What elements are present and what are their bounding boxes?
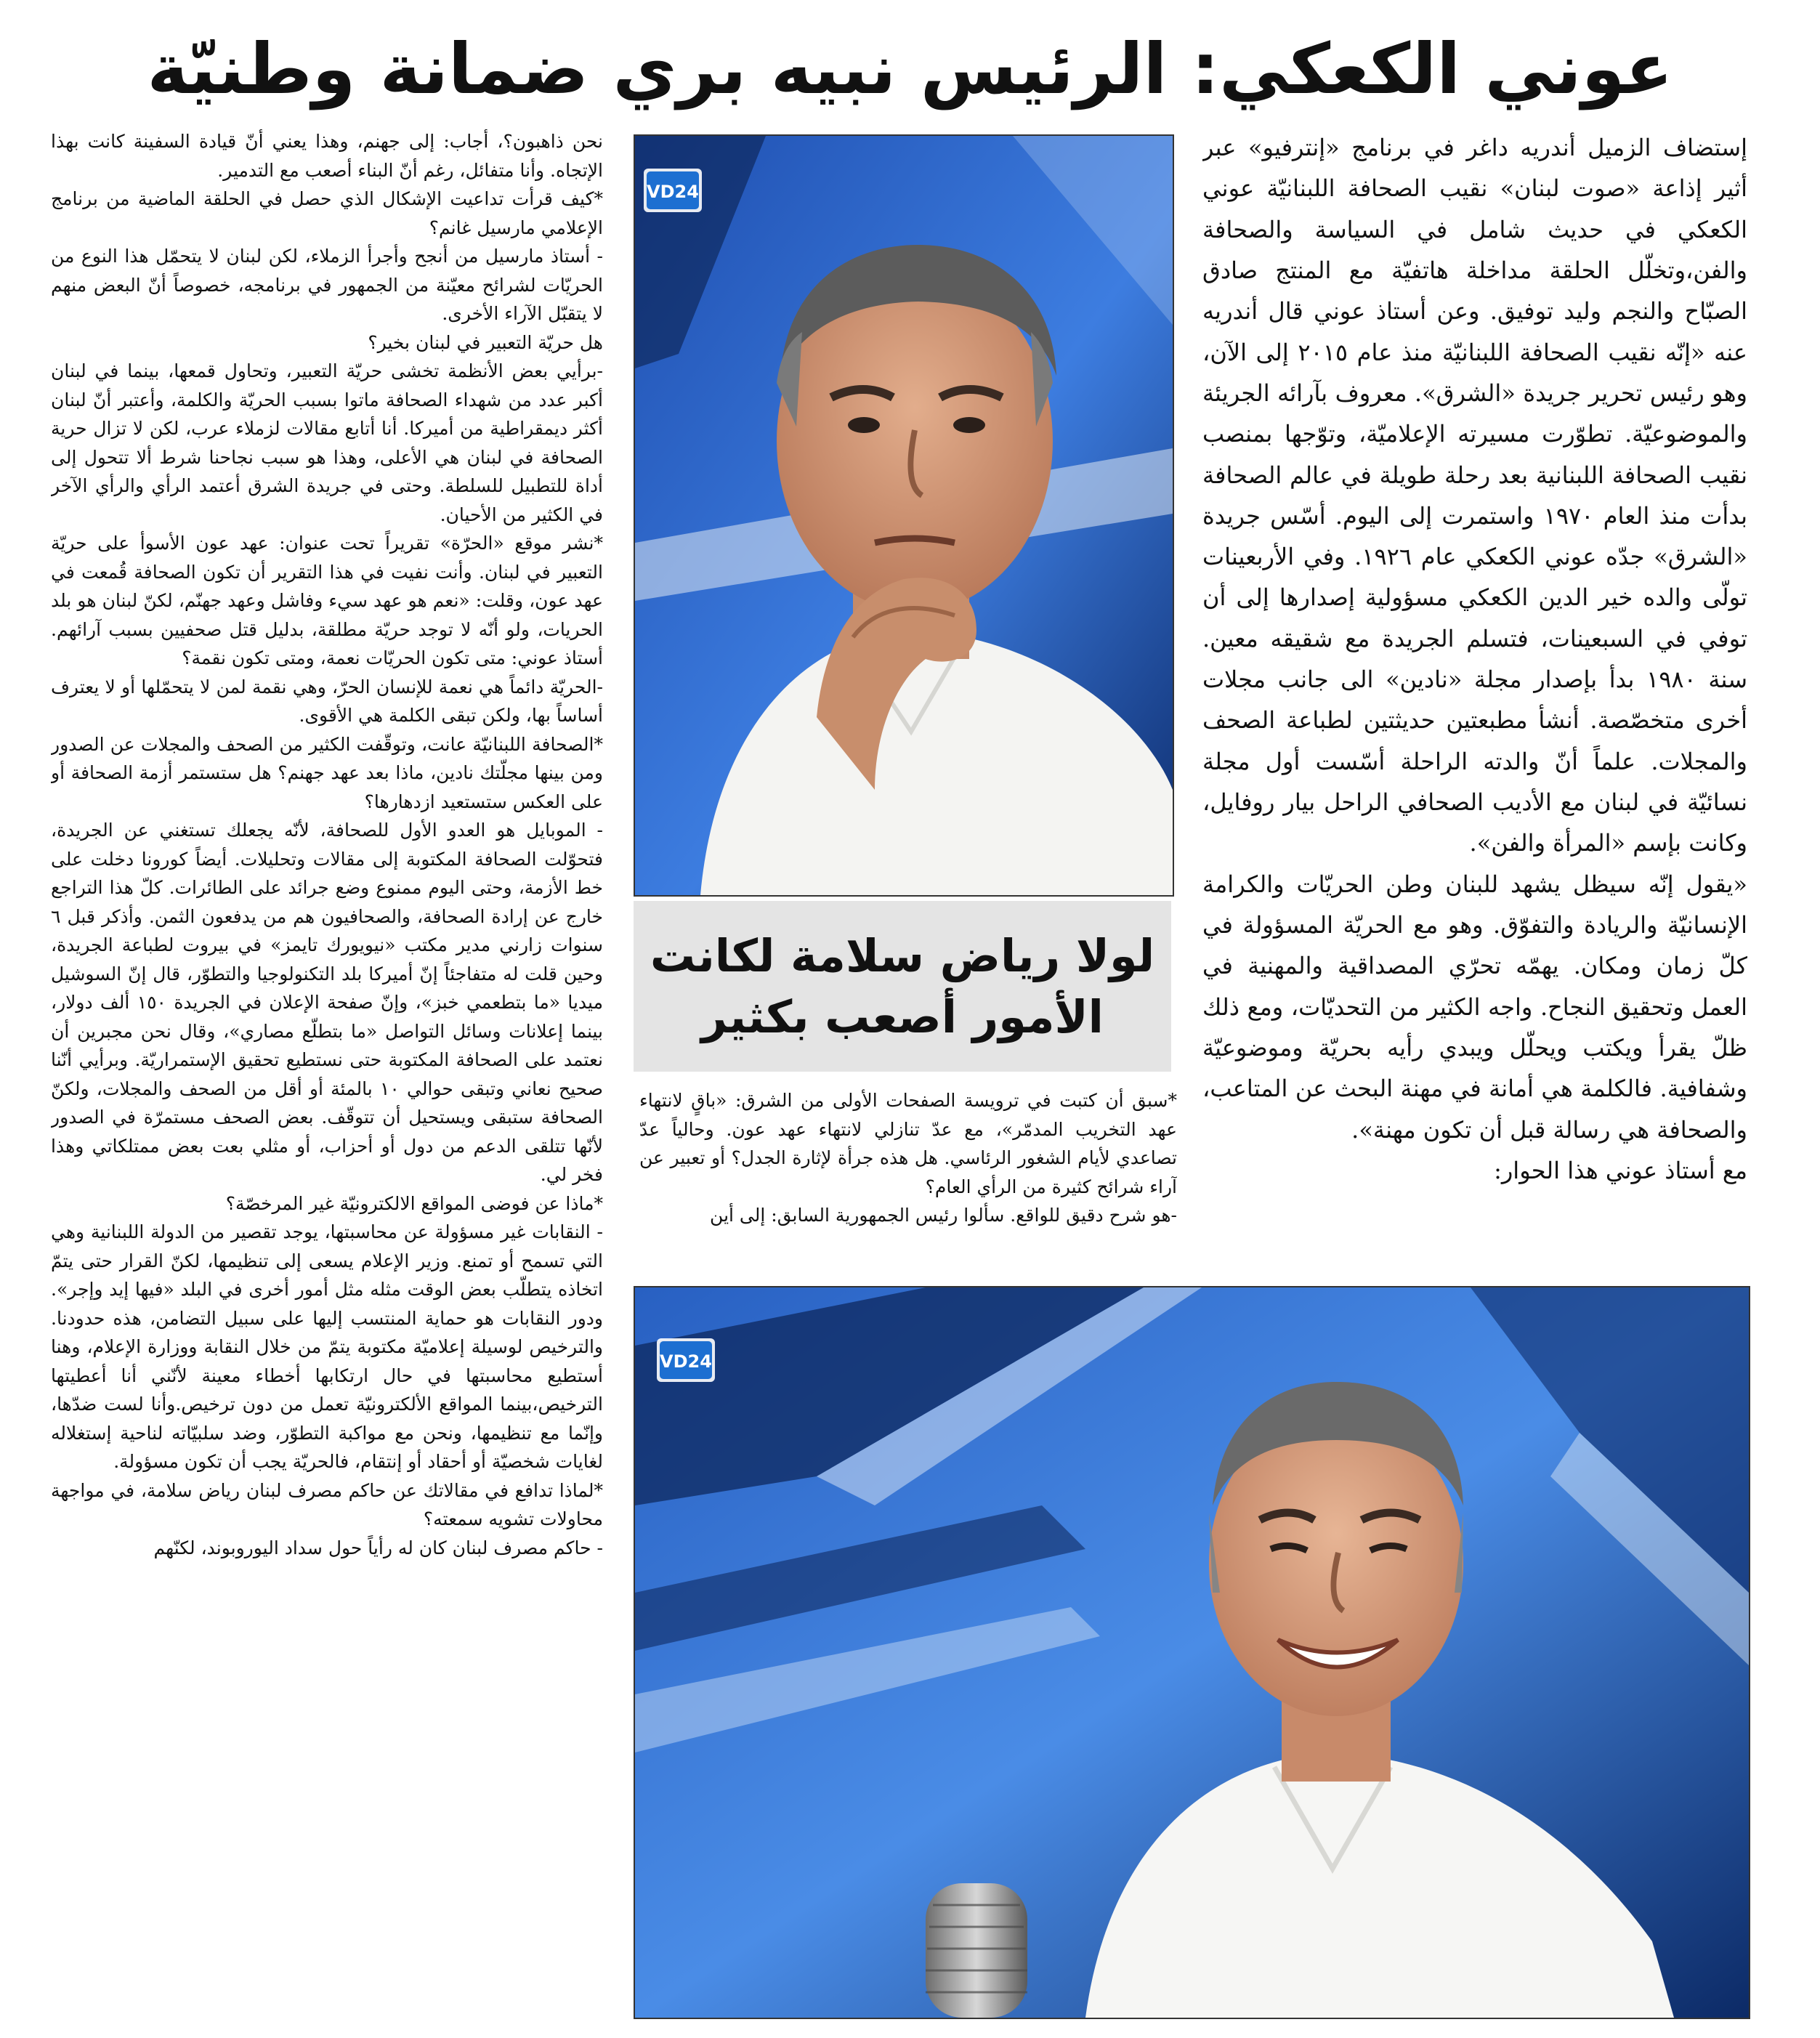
question-paragraph: *الصحافة اللبنانيّة عانت، وتوقّفت الكثير من الصحف والمجلات عن الصدور ومن بينها مجلّتك نادين، ماذا بعد عهد جهنم؟ هل ستستمر أزمة الصحافة أو على العكس ستستعيد ازدهارها؟ xyxy=(51,733,603,812)
channel-logo-text: VD24 xyxy=(647,182,699,202)
interview-photo-top xyxy=(634,134,1174,897)
portrait-smiling-illustration xyxy=(635,1287,1749,2018)
channel-logo-icon xyxy=(657,1338,715,1382)
question-paragraph: *كيف قرأت تداعيت الإشكال الذي حصل في الحلقة الماضية من برنامج الإعلامي مارسيل غانم؟ xyxy=(51,188,603,238)
intro-paragraph: مع أستاذ عوني هذا الحوار: xyxy=(1494,1156,1747,1184)
question-paragraph: *لماذا تدافع في مقالاتك عن حاكم مصرف لبنان رياض سلامة، في مواجهة محاولات تشويه سمعته؟ xyxy=(51,1479,603,1529)
intro-paragraph: إستضاف الزميل أندريه داغر في برنامج «إنترفيو» عبر أثير إذاعة «صوت لبنان» نقيب الصحافة اللبنانيّة عوني الكعكي في حديث شامل في السياسة والصحافة والفن،وتخلّل الحلقة مداخلة هاتفيّة مع المنتج صادق الصبّاح والنجم وليد توفيق. وعن أستاذ عوني قال أندريه عنه «إنّه نقيب الصحافة اللبنانيّة منذ عام ٢٠١٥ إلى الآن، وهو رئيس تحرير جريدة «الشرق». معروف بآرائه الجريئة والموضوعيّة. تطوّرت مسيرته الإعلاميّة، وتوّجها بمنصب نقيب الصحافة اللبنانية بعد رحلة طويلة في عالم الصحافة بدأت منذ العام ١٩٧٠ واستمرت إلى اليوم. أسّس جريدة «الشرق» جدّه عوني الكعكي عام ١٩٢٦. وفي الأربعينات تولّى والده خير الدين الكعكي مسؤولية إصدارها إلى أن توفي في السبعينات، فتسلم الجريدة مع شقيقه معين. سنة ١٩٨٠ بدأ بإصدار مجلة «نادين» الى جانب مجلات أخرى متخصّصة. أنشأ مطبعتين حديثتين لطباعة الصحف والمجلات. علماً أنّ والدته الراحلة أسّست أول مجلة نسائيّة في لبنان مع الأديب الصحافي الراحل بيار روفايل، وكانت بإسم «المرأة والفن». xyxy=(1202,134,1747,857)
question-paragraph: *ماذا عن فوضى المواقع الالكترونيّة غير المرخصّة؟ xyxy=(225,1192,603,1214)
middle-text-column xyxy=(639,1086,1177,1268)
answer-paragraph: - النقابات غير مسؤولة عن محاسبتها، يوجد تقصير من الدولة اللبنانية وهي التي تسمح أو تمنع. وزير الإعلام يسعى إلى تنظيمها، لكنّ القرار حتى يتمّ اتخاذه يتطلّب بعض الوقت مثله مثل أمور أخرى في البلد «فيها إيد وإجر». ودور النقابات هو حماية المنتسب إليها على سبيل التضامن، هذه حدودنا. والترخيص لوسيلة إعلاميّة مكتوبة يتمّ من خلال النقابة ووزارة الإعلام، وهنا أستطيع محاسبتها في حال ارتكابها أخطاء معينة لأنّني أنا أعطيتها الترخيص،بينما المواقع الألكترونيّة تعمل من دون ترخيص.وأنا لست ضدّها، وإنّما مع تنظيمها، ونحن مع مواكبة التطوّر، وضد سلبيّاته لناحية إستغلاله لغايات شخصيّة أو أحقاد أو إنتقام، فالحريّة يجب أن تكون مسؤولة. xyxy=(51,1221,603,1472)
intro-paragraph: «يقول إنّه سيظل يشهد للبنان وطن الحريّات والكرامة الإنسانيّة والريادة والتفوّق. وهو مع الحريّة المسؤولة في كلّ زمان ومكان. يهمّه تحرّي المصداقية والمهنية في العمل وتحقيق النجاح. واجه الكثير من التحديّات، ومع ذلك ظلّ يقرأ ويكتب ويحلّل ويبدي رأيه بحريّة وموضوعيّة وشفافية. فالكلمة هي أمانة في مهنة البحث عن المتاعب، والصحافة هي رسالة قبل أن تكون مهنة». xyxy=(1202,870,1747,1144)
pull-quote-box xyxy=(634,901,1171,1072)
answer-paragraph: -الحريّة دائماً هي نعمة للإنسان الحرّ، وهي نقمة لمن لا يتحمّلها أو لا يعترف أساساً بها، ولكن تبقى الكلمة هي الأقوى. xyxy=(51,676,603,726)
question-paragraph: هل حريّة التعبير في لبنان بخير؟ xyxy=(368,331,603,353)
channel-logo-text: VD24 xyxy=(660,1351,712,1372)
answer-paragraph: - أستاذ مارسيل من أنجح وأجرأ الزملاء، لكن لبنان لا يتحمّل هذا النوع من الحريّات لشرائح معيّنة من الجمهور في برنامجه، خصوصاً أنّ البعض منهم لا يتقبّل الآراء الأخرى. xyxy=(51,246,603,324)
pull-quote: لولا رياض سلامة لكانت الأمور أصعب بكثير xyxy=(650,929,1155,1043)
text-paragraph: نحن ذاهبون؟، أجاب: إلى جهنم، وهذا يعني أنّ قيادة السفينة كانت بهذا الإتجاه. وأنا متفائل، رغم أنّ البناء أصعب مع التدمير. xyxy=(51,131,603,181)
question-paragraph: *سبق أن كتبت في ترويسة الصفحات الأولى من الشرق: «باقٍ لانتهاء عهد التخريب المدمّر»، مع عدّ تنازلي لانتهاء عهد عون. وحالياً عدّ تصاعدي لأيام الشغور الرئاسي. هل هذه جرأة لإثارة الجدل؟ أو تعبير عن آراء شرائح كثيرة من الرأي العام؟ xyxy=(639,1090,1177,1197)
headline: عوني الكعكي: الرئيس نبيه بري ضمانة وطنيّة xyxy=(147,28,1673,110)
answer-paragraph: - حاكم مصرف لبنان كان له رأياً حول سداد اليوروبوند، لكنّهم xyxy=(153,1537,603,1558)
interview-column xyxy=(51,127,603,2016)
answer-paragraph: - الموبايل هو العدو الأول للصحافة، لأنّه يجعلك تستغني عن الجريدة، فتحوّلت الصحافة المكتوبة إلى مقالات وتحليلات. أيضاً كورونا دخلت على خط الأزمة، وحتى اليوم ممنوع وضع جرائد على الطائرات. كلّ هذا التراجع خارج عن إرادة الصحافة، والصحافيون هم من يدفعون الثمن. وأذكر قبل ٦ سنوات زارني مدير مكتب «نيويورك تايمز» في بيروت لطباعة الجريدة، وحين قلت له متفاجئاً إنّ أميركا بلد التكنولوجيا والتطوّر، قال إنّ السوشيل ميديا «ما بتطعمي خبز»، وإنّ صفحة الإعلان في الجريدة ١٥٠ ألف دولار، بينما إعلانات وسائل التواصل «ما بتطلّع مصاري»، وقال نحن مجبرين أن نعتمد على الصحافة المكتوبة حتى نستطيع تحقيق الإستمراريّة. وبرأيي أنّنا صحيح نعاني وتبقى حوالي ١٠ بالمئة أو أقل من الصحف والمجلات، ولكنّ الصحافة ستبقى ويستحيل أن تتوقّف. بعض الصحف مستمرّة في الصدور لأنّها تتلقى الدعم من دول أو أحزاب، أو مثلي بعت بعض ممتلكاتي وهذا فخر لي. xyxy=(51,820,603,1185)
answer-paragraph: -هو شرح دقيق للواقع. سألوا رئيس الجمهورية السابق: إلى أين xyxy=(710,1205,1177,1226)
channel-logo-icon xyxy=(644,169,702,212)
interview-photo-bottom xyxy=(634,1286,1750,2019)
portrait-thinking-illustration xyxy=(635,136,1173,895)
question-paragraph: *نشر موقع «الحرّة» تقريراً تحت عنوان: عهد عون الأسوأ على حريّة التعبير في لبنان. وأنت نفيت في هذا التقرير أن تكون الصحافة قُمعت في عهد عون، وقلت: «نعم هو عهد سيء وفاشل وعهد جهنّم، لكنّ لبنان هو بلد الحريات، ولو أنّه لا توجد حريّة مطلقة، بدليل قتل صحفيين بسبب آرائهم. أستاذ عوني: متى تكون الحريّات نعمة، ومتى تكون نقمة؟ xyxy=(51,533,603,668)
intro-column xyxy=(1202,127,1747,1268)
answer-paragraph: -برأيي بعض الأنظمة تخشى حريّة التعبير، وتحاول قمعها، بينما في لبنان أكبر عدد من شهداء الصحافة ماتوا بسبب الحريّة والكلمة، وأعتبر أنّ لبنان أكثر ديمقراطية من أميركا. أنا أتابع مقالات لزملاء عرب، لكن لا تزال حرية الصحافة في لبنان هي الأعلى، وهذا هو سبب نجاحنا شرط ألا تتحول إلى أداة للتطبيل للسلطة. وحتى في جريدة الشرق أعتمد الرأي والرأي الآخر في الكثير من الأحيان. xyxy=(51,360,603,525)
